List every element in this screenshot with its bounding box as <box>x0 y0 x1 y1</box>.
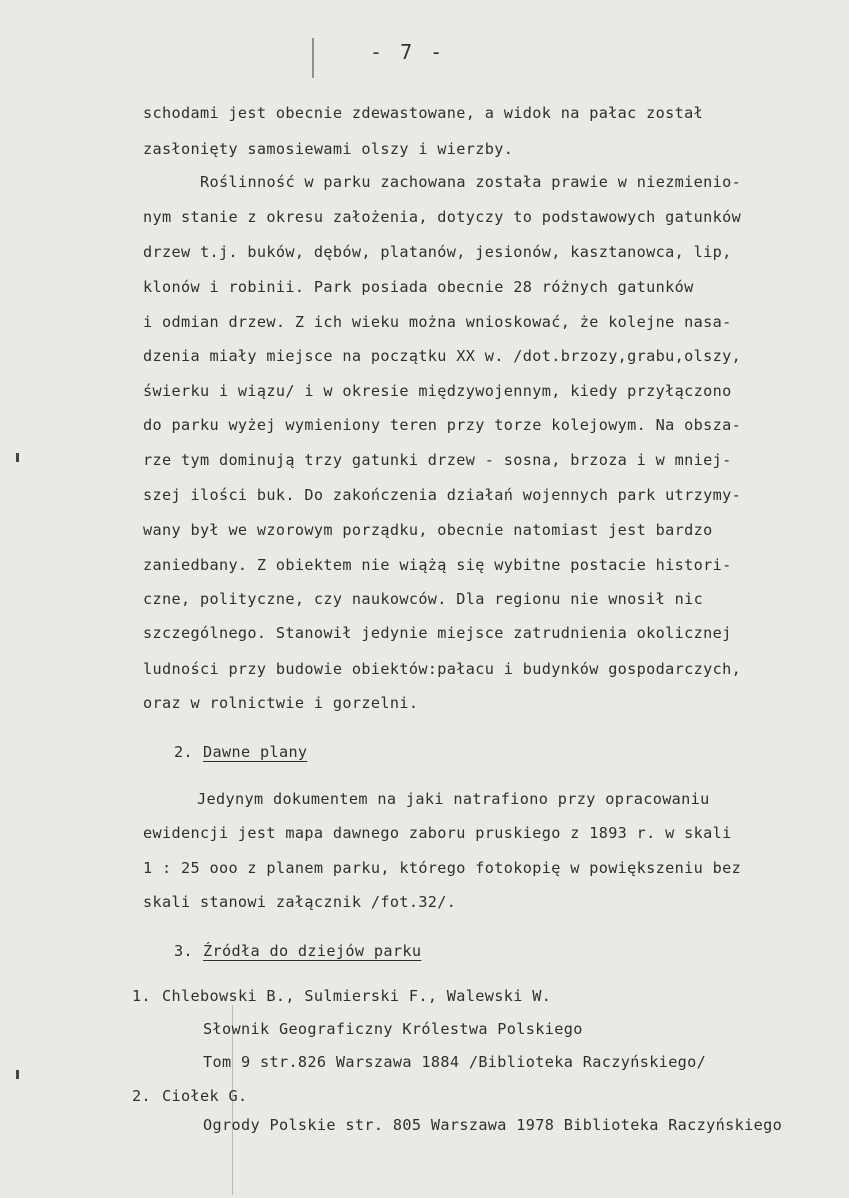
text-line: świerku i wiązu/ i w okresie międzywojennym, kiedy przyłączono <box>143 382 732 400</box>
text-line: zaniedbany. Z obiektem nie wiążą się wybitne postacie histori- <box>143 556 732 574</box>
text-line: klonów i robinii. Park posiada obecnie 28 różnych gatunków <box>143 278 694 296</box>
source-author: Chlebowski B., Sulmierski F., Walewski W. <box>162 987 552 1005</box>
text-line: drzew t.j. buków, dębów, platanów, jesionów, kasztanowca, lip, <box>143 243 732 261</box>
text-line: do parku wyżej wymieniony teren przy torze kolejowym. Na obsza- <box>143 416 742 434</box>
text-line: Roślinność w parku zachowana została prawie w niezmienio- <box>200 173 742 191</box>
text-line: 1 : 25 ooo z planem parku, którego fotokopię w powiększeniu bez <box>143 859 742 877</box>
text-line: ewidencji jest mapa dawnego zaboru pruskiego z 1893 r. w skali <box>143 824 732 842</box>
source-author: Ciołek G. <box>162 1087 248 1105</box>
section-heading: Dawne plany <box>203 743 308 761</box>
text-line: rze tym dominują trzy gatunki drzew - sosna, brzoza i w mniej- <box>143 451 732 469</box>
text-line: szej ilości buk. Do zakończenia działań wojennych park utrzymy- <box>143 486 742 504</box>
section-heading: Źródła do dziejów parku <box>203 942 422 960</box>
text-line: wany był we wzorowym porządku, obecnie natomiast jest bardzo <box>143 521 713 539</box>
source-number: 2. <box>132 1087 151 1105</box>
source-detail: Tom 9 str.826 Warszawa 1884 /Biblioteka Raczyńskiego/ <box>203 1053 707 1071</box>
page-number: - 7 - <box>370 40 446 64</box>
source-detail: Ogrody Polskie str. 805 Warszawa 1978 Biblioteka Raczyńskiego <box>203 1116 783 1134</box>
text-line: Jedynym dokumentem na jaki natrafiono przy opracowaniu <box>197 790 710 808</box>
punch-mark <box>16 1070 19 1079</box>
text-line: oraz w rolnictwie i gorzelni. <box>143 694 419 712</box>
punch-mark <box>16 453 19 462</box>
text-line: zasłonięty samosiewami olszy i wierzby. <box>143 140 514 158</box>
source-number: 1. <box>132 987 151 1005</box>
text-line: i odmian drzew. Z ich wieku można wnioskować, że kolejne nasa- <box>143 313 732 331</box>
section-number: 2. <box>174 743 193 761</box>
source-title: Słownik Geograficzny Królestwa Polskiego <box>203 1020 583 1038</box>
paper-fold-mark <box>312 38 314 78</box>
text-line: czne, polityczne, czy naukowców. Dla regionu nie wnosił nic <box>143 590 704 608</box>
text-line: nym stanie z okresu założenia, dotyczy to podstawowych gatunków <box>143 208 742 226</box>
text-line: ludności przy budowie obiektów:pałacu i budynków gospodarczych, <box>143 660 742 678</box>
text-line: schodami jest obecnie zdewastowane, a widok na pałac został <box>143 104 704 122</box>
text-line: dzenia miały miejsce na początku XX w. /dot.brzozy,grabu,olszy, <box>143 347 742 365</box>
section-number: 3. <box>174 942 193 960</box>
text-line: skali stanowi załącznik /fot.32/. <box>143 893 457 911</box>
text-line: szczególnego. Stanowił jedynie miejsce zatrudnienia okolicznej <box>143 624 732 642</box>
